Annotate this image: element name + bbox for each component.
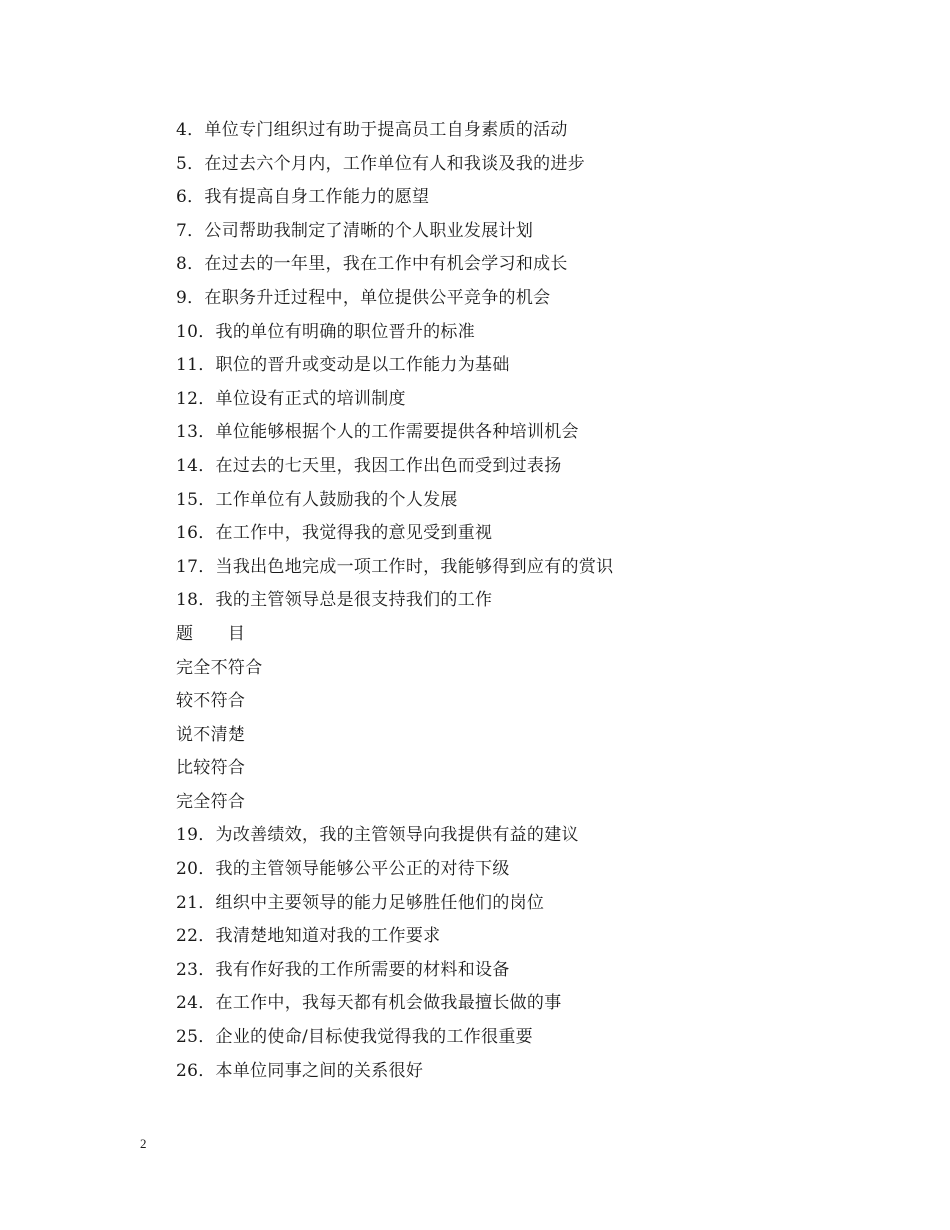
survey-item: 13．单位能够根据个人的工作需要提供各种培训机会 bbox=[176, 422, 579, 443]
page-number: 2 bbox=[140, 1136, 147, 1151]
survey-item: 9．在职务升迁过程中，单位提供公平竞争的机会 bbox=[176, 287, 551, 308]
survey-item: 23．我有作好我的工作所需要的材料和设备 bbox=[176, 959, 510, 980]
survey-item: 11．职位的晋升或变动是以工作能力为基础 bbox=[176, 355, 510, 376]
survey-item: 6．我有提高自身工作能力的愿望 bbox=[176, 187, 430, 208]
survey-item: 4．单位专门组织过有助于提高员工自身素质的活动 bbox=[176, 120, 568, 140]
table-header-question: 题 目 bbox=[176, 623, 246, 644]
table-header-option: 完全不符合 bbox=[176, 657, 263, 678]
survey-item: 8．在过去的一年里，我在工作中有机会学习和成长 bbox=[176, 254, 568, 275]
survey-item: 19．为改善绩效，我的主管领导向我提供有益的建议 bbox=[176, 825, 579, 846]
survey-item: 12．单位设有正式的培训制度 bbox=[176, 388, 406, 409]
survey-item: 20．我的主管领导能够公平公正的对待下级 bbox=[176, 859, 510, 880]
survey-item: 7．公司帮助我制定了清晰的个人职业发展计划 bbox=[176, 220, 534, 241]
survey-item: 21．组织中主要领导的能力足够胜任他们的岗位 bbox=[176, 892, 545, 913]
table-header-option: 较不符合 bbox=[176, 691, 246, 712]
survey-item: 26．本单位同事之间的关系很好 bbox=[176, 1060, 424, 1081]
table-header-option: 说不清楚 bbox=[176, 724, 246, 745]
survey-item: 10．我的单位有明确的职位晋升的标准 bbox=[176, 321, 476, 342]
survey-item: 24．在工作中，我每天都有机会做我最擅长做的事 bbox=[176, 993, 562, 1014]
table-header-option: 比较符合 bbox=[176, 758, 246, 779]
survey-item: 22．我清楚地知道对我的工作要求 bbox=[176, 926, 441, 947]
survey-item: 14．在过去的七天里，我因工作出色而受到过表扬 bbox=[176, 455, 562, 476]
table-header-option: 完全符合 bbox=[176, 791, 246, 812]
survey-item: 16．在工作中，我觉得我的意见受到重视 bbox=[176, 523, 493, 544]
survey-item: 18．我的主管领导总是很支持我们的工作 bbox=[176, 590, 493, 611]
survey-item-list bbox=[176, 116, 613, 1090]
survey-item: 17．当我出色地完成一项工作时，我能够得到应有的赏识 bbox=[176, 556, 614, 577]
survey-item: 15．工作单位有人鼓励我的个人发展 bbox=[176, 489, 458, 510]
survey-item: 5．在过去六个月内，工作单位有人和我谈及我的进步 bbox=[176, 153, 586, 174]
survey-item: 25．企业的使命/目标使我觉得我的工作很重要 bbox=[176, 1027, 533, 1048]
